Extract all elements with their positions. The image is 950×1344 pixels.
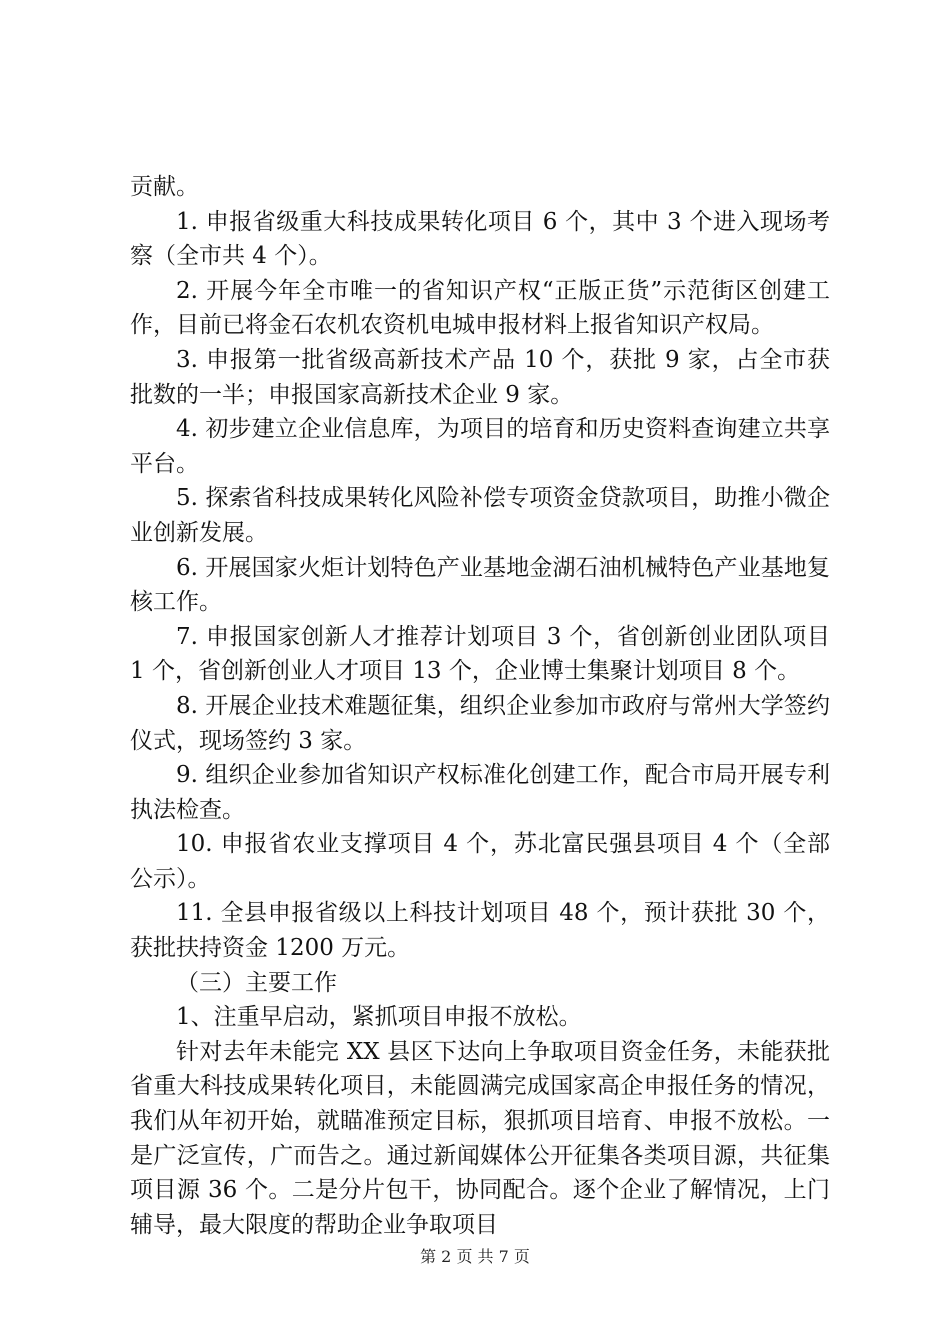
list-item-5: 5. 探索省科技成果转化风险补偿专项资金贷款项目，助推小微企业创新发展。 [130,485,830,546]
body-paragraph: 针对去年未能完 XX 县区下达向上争取项目资金任务，未能获批省重大科技成果转化项目，未能圆满完成国家高企申报任务的情况，我们从年初开始，就瞄准预定目标，狠抓项目培育、申报不放松。一是广泛宣传，广而告之。通过新闻媒体公开征集各类项目源，共征集项目源 36 个。二是分片包干，协同配合。逐个企业了解情况，上门辅导，最大限度的帮助企业争取项目 [130,1038,830,1238]
list-item-10: 10. 申报省农业支撑项目 4 个，苏北富民强县项目 4 个（全部公示）。 [130,831,830,892]
page-number-footer: 第 2 页 共 7 页 [420,1247,530,1266]
list-item-8: 8. 开展企业技术难题征集，组织企业参加市政府与常州大学签约仪式，现场签约 3 家。 [130,692,830,754]
section-heading: （三）主要工作 [176,969,337,996]
list-item-6: 6. 开展国家火炬计划特色产业基地金湖石油机械特色产业基地复核工作。 [130,554,830,616]
document-body [130,170,830,1242]
list-item-11: 11. 全县申报省级以上科技计划项目 48 个，预计获批 30 个，获批扶持资金 1200 万元。 [130,900,830,962]
subsection-heading: 1、注重早启动，紧抓项目申报不放松。 [176,1004,582,1031]
list-item-7: 7. 申报国家创新人才推荐计划项目 3 个，省创新创业团队项目 1 个，省创新创业人才项目 13 个，企业博士集聚计划项目 8 个。 [130,623,830,685]
list-item-4: 4. 初步建立企业信息库，为项目的培育和历史资料查询建立共享平台。 [130,416,830,477]
list-item-1: 1. 申报省级重大科技成果转化项目 6 个，其中 3 个进入现场考察（全市共 4 个）。 [130,208,830,270]
list-item-9: 9. 组织企业参加省知识产权标准化创建工作，配合市局开展专利执法检查。 [130,762,830,823]
list-item-3: 3. 申报第一批省级高新技术产品 10 个，获批 9 家，占全市获批数的一半；申报国家高新技术企业 9 家。 [130,346,830,408]
paragraph-continuation: 贡献。 [130,174,199,200]
list-item-2: 2. 开展今年全市唯一的省知识产权“正版正货”示范街区创建工作，目前已将金石农机农资机电城申报材料上报省知识产权局。 [130,277,830,339]
